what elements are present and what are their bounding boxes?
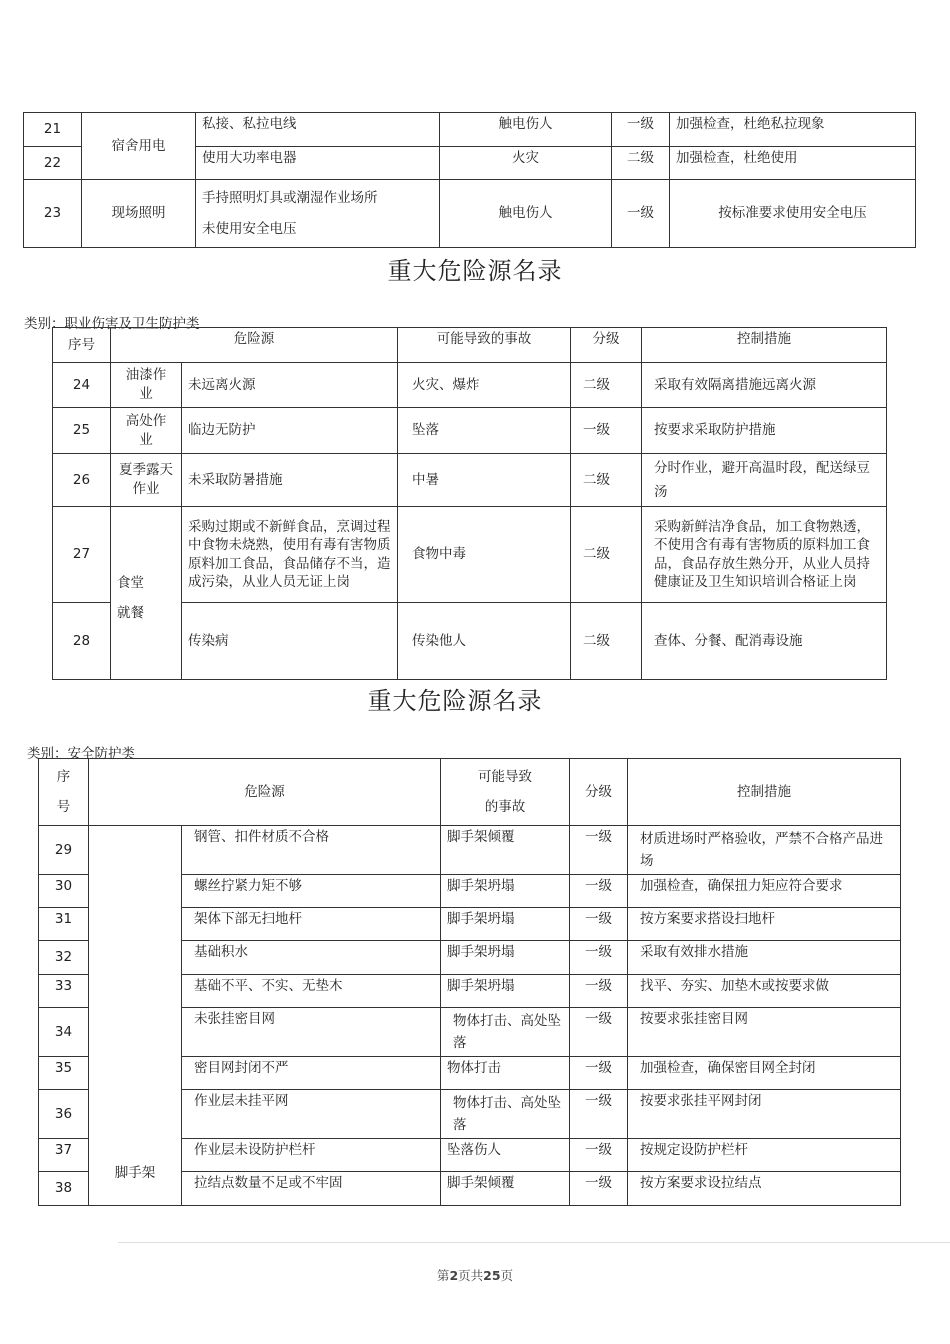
hazard-level: 一级 <box>570 975 628 1008</box>
row-number: 26 <box>53 454 111 507</box>
header-source: 危险源 <box>111 328 398 363</box>
row-number: 35 <box>39 1057 89 1090</box>
hazard-source: 未张挂密目网 <box>182 1008 441 1057</box>
row-number: 34 <box>39 1008 89 1057</box>
hazard-source: 私接、私拉电线 <box>196 113 440 147</box>
row-number: 21 <box>24 113 82 147</box>
hazard-level: 二级 <box>571 603 642 680</box>
hazard-level: 二级 <box>571 507 642 603</box>
hazard-group: 宿舍用电 <box>82 113 196 180</box>
hazard-source: 基础不平、不实、无垫木 <box>182 975 441 1008</box>
control-measure: 加强检查，杜绝私拉现象 <box>670 113 916 147</box>
hazard-level: 一级 <box>570 908 628 941</box>
control-measure: 按规定设防护栏杆 <box>628 1139 901 1172</box>
hazard-level: 一级 <box>612 113 670 147</box>
possible-accident: 脚手架坍塌 <box>441 908 570 941</box>
table-row <box>53 507 887 603</box>
control-measure: 按标准要求使用安全电压 <box>670 180 916 248</box>
row-number: 29 <box>39 826 89 875</box>
hazard-table-safety <box>38 758 901 1206</box>
hazard-level: 一级 <box>612 180 670 248</box>
hazard-source: 未远离火源 <box>182 363 398 408</box>
control-measure: 加强检查，杜绝使用 <box>670 147 916 180</box>
hazard-level: 二级 <box>571 454 642 507</box>
hazard-level: 一级 <box>570 1008 628 1057</box>
hazard-level: 一级 <box>570 941 628 975</box>
hazard-source: 拉结点数量不足或不牢固 <box>182 1172 441 1206</box>
header-level: 分级 <box>570 759 628 826</box>
control-measure: 加强检查，确保扭力矩应符合要求 <box>628 875 901 908</box>
header-no: 序号 <box>53 328 111 363</box>
header-level: 分级 <box>571 328 642 363</box>
row-number: 32 <box>39 941 89 975</box>
possible-accident: 触电伤人 <box>440 180 612 248</box>
header-source: 危险源 <box>89 759 441 826</box>
row-number: 22 <box>24 147 82 180</box>
possible-accident: 物体打击 <box>441 1057 570 1090</box>
header-accident: 可能导致的事故 <box>398 328 571 363</box>
table-row <box>24 180 916 248</box>
table-header-row <box>53 328 887 363</box>
control-measure: 按要求张挂平网封闭 <box>628 1090 901 1139</box>
possible-accident: 脚手架坍塌 <box>441 941 570 975</box>
hazard-source: 钢管、扣件材质不合格 <box>182 826 441 875</box>
hazard-source-line: 未使用安全电压 <box>202 220 297 237</box>
hazard-level: 一级 <box>570 875 628 908</box>
hazard-group: 现场照明 <box>82 180 196 248</box>
hazard-source: 传染病 <box>182 603 398 680</box>
hazard-source: 使用大功率电器 <box>196 147 440 180</box>
hazard-source: 采购过期或不新鲜食品，烹调过程中食物未烧熟，使用有毒有害物质原料加工食品，食品储存不当，造成污染，从业人员无证上岗 <box>182 507 398 603</box>
row-number: 25 <box>53 408 111 454</box>
possible-accident: 火灾 <box>440 147 612 180</box>
total-page-number: 25 <box>483 1268 501 1283</box>
row-number: 38 <box>39 1172 89 1206</box>
hazard-level: 二级 <box>612 147 670 180</box>
possible-accident: 中暑 <box>398 454 571 507</box>
control-measure: 加强检查，确保密目网全封闭 <box>628 1057 901 1090</box>
hazard-source: 未采取防暑措施 <box>182 454 398 507</box>
row-number: 24 <box>53 363 111 408</box>
row-number: 30 <box>39 875 89 908</box>
header-no-line: 序 <box>56 769 71 785</box>
control-measure: 材质进场时严格验收，严禁不合格产品进场 <box>628 826 901 875</box>
header-measure: 控制措施 <box>642 328 887 363</box>
hazard-level: 一级 <box>570 1090 628 1139</box>
table-header-row <box>39 759 901 826</box>
hazard-level: 二级 <box>571 363 642 408</box>
section-title: 重大危险源名录 <box>367 687 543 715</box>
control-measure: 采取有效排水措施 <box>628 941 901 975</box>
hazard-item <box>111 507 182 680</box>
footer-divider <box>118 1242 950 1243</box>
control-measure: 查体、分餐、配消毒设施 <box>642 603 887 680</box>
possible-accident: 触电伤人 <box>440 113 612 147</box>
row-number: 31 <box>39 908 89 941</box>
row-number: 37 <box>39 1139 89 1172</box>
possible-accident: 坠落 <box>398 408 571 454</box>
control-measure: 找平、夯实、加垫木或按要求做 <box>628 975 901 1008</box>
header-no <box>39 759 89 826</box>
row-number: 28 <box>53 603 111 680</box>
hazard-item: 油漆作业 <box>111 363 182 408</box>
control-measure: 按方案要求搭设扫地杆 <box>628 908 901 941</box>
possible-accident: 食物中毒 <box>398 507 571 603</box>
category-label: 类别：职业伤害及卫生防护类 <box>24 316 200 332</box>
page-footer <box>0 1266 950 1284</box>
hazard-source: 螺丝拧紧力矩不够 <box>182 875 441 908</box>
control-measure: 采购新鲜洁净食品，加工食物熟透，不使用含有毒有害物质的原料加工食品，食品存放生熟分开，从业人员持健康证及卫生知识培训合格证上岗 <box>642 507 887 603</box>
hazard-item <box>89 826 182 1206</box>
footer-text: 第 <box>436 1268 450 1283</box>
possible-accident: 脚手架坍塌 <box>441 975 570 1008</box>
table-row <box>53 408 887 454</box>
table-row <box>53 454 887 507</box>
control-measure: 按方案要求设拉结点 <box>628 1172 901 1206</box>
hazard-source <box>196 180 440 248</box>
row-number: 36 <box>39 1090 89 1139</box>
header-no-line: 号 <box>56 799 71 815</box>
row-number: 33 <box>39 975 89 1008</box>
hazard-source: 架体下部无扫地杆 <box>182 908 441 941</box>
possible-accident: 坠落伤人 <box>441 1139 570 1172</box>
possible-accident: 脚手架倾覆 <box>441 826 570 875</box>
footer-text: 页 <box>500 1268 514 1283</box>
possible-accident: 脚手架坍塌 <box>441 875 570 908</box>
hazard-source: 密目网封闭不严 <box>182 1057 441 1090</box>
possible-accident: 物体打击、高处坠落 <box>441 1090 570 1139</box>
control-measure: 按要求张挂密目网 <box>628 1008 901 1057</box>
hazard-source: 基础积水 <box>182 941 441 975</box>
header-measure: 控制措施 <box>628 759 901 826</box>
footer-text: 页共 <box>458 1268 484 1283</box>
control-measure: 采取有效隔离措施远离火源 <box>642 363 887 408</box>
possible-accident: 物体打击、高处坠落 <box>441 1008 570 1057</box>
hazard-item-text: 食堂就餐 <box>117 575 144 621</box>
hazard-source: 作业层未设防护栏杆 <box>182 1139 441 1172</box>
header-accident <box>441 759 570 826</box>
hazard-table-occupational <box>52 327 887 680</box>
section-title: 重大危险源名录 <box>387 257 563 285</box>
possible-accident: 传染他人 <box>398 603 571 680</box>
hazard-table-electric <box>23 112 916 248</box>
hazard-source: 临边无防护 <box>182 408 398 454</box>
row-number: 23 <box>24 180 82 248</box>
hazard-level: 一级 <box>570 1139 628 1172</box>
table-row <box>53 363 887 408</box>
hazard-level: 一级 <box>570 1057 628 1090</box>
table-row <box>24 113 916 147</box>
hazard-item: 高处作业 <box>111 408 182 454</box>
header-accident-line: 的事故 <box>484 799 526 815</box>
control-measure: 按要求采取防护措施 <box>642 408 887 454</box>
row-number: 27 <box>53 507 111 603</box>
current-page-number: 2 <box>449 1268 459 1283</box>
control-measure: 分时作业，避开高温时段，配送绿豆汤 <box>642 454 887 507</box>
table-row <box>39 826 901 875</box>
possible-accident: 脚手架倾覆 <box>441 1172 570 1206</box>
hazard-source: 作业层未挂平网 <box>182 1090 441 1139</box>
category-label: 类别：安全防护类 <box>27 746 135 762</box>
hazard-item-text: 脚手架 <box>114 1165 156 1181</box>
hazard-source-line: 手持照明灯具或潮湿作业场所 <box>202 189 378 206</box>
possible-accident: 火灾、爆炸 <box>398 363 571 408</box>
hazard-level: 一级 <box>570 826 628 875</box>
header-accident-line: 可能导致 <box>478 769 532 785</box>
hazard-level: 一级 <box>571 408 642 454</box>
hazard-level: 一级 <box>570 1172 628 1206</box>
hazard-item: 夏季露天作业 <box>111 454 182 507</box>
